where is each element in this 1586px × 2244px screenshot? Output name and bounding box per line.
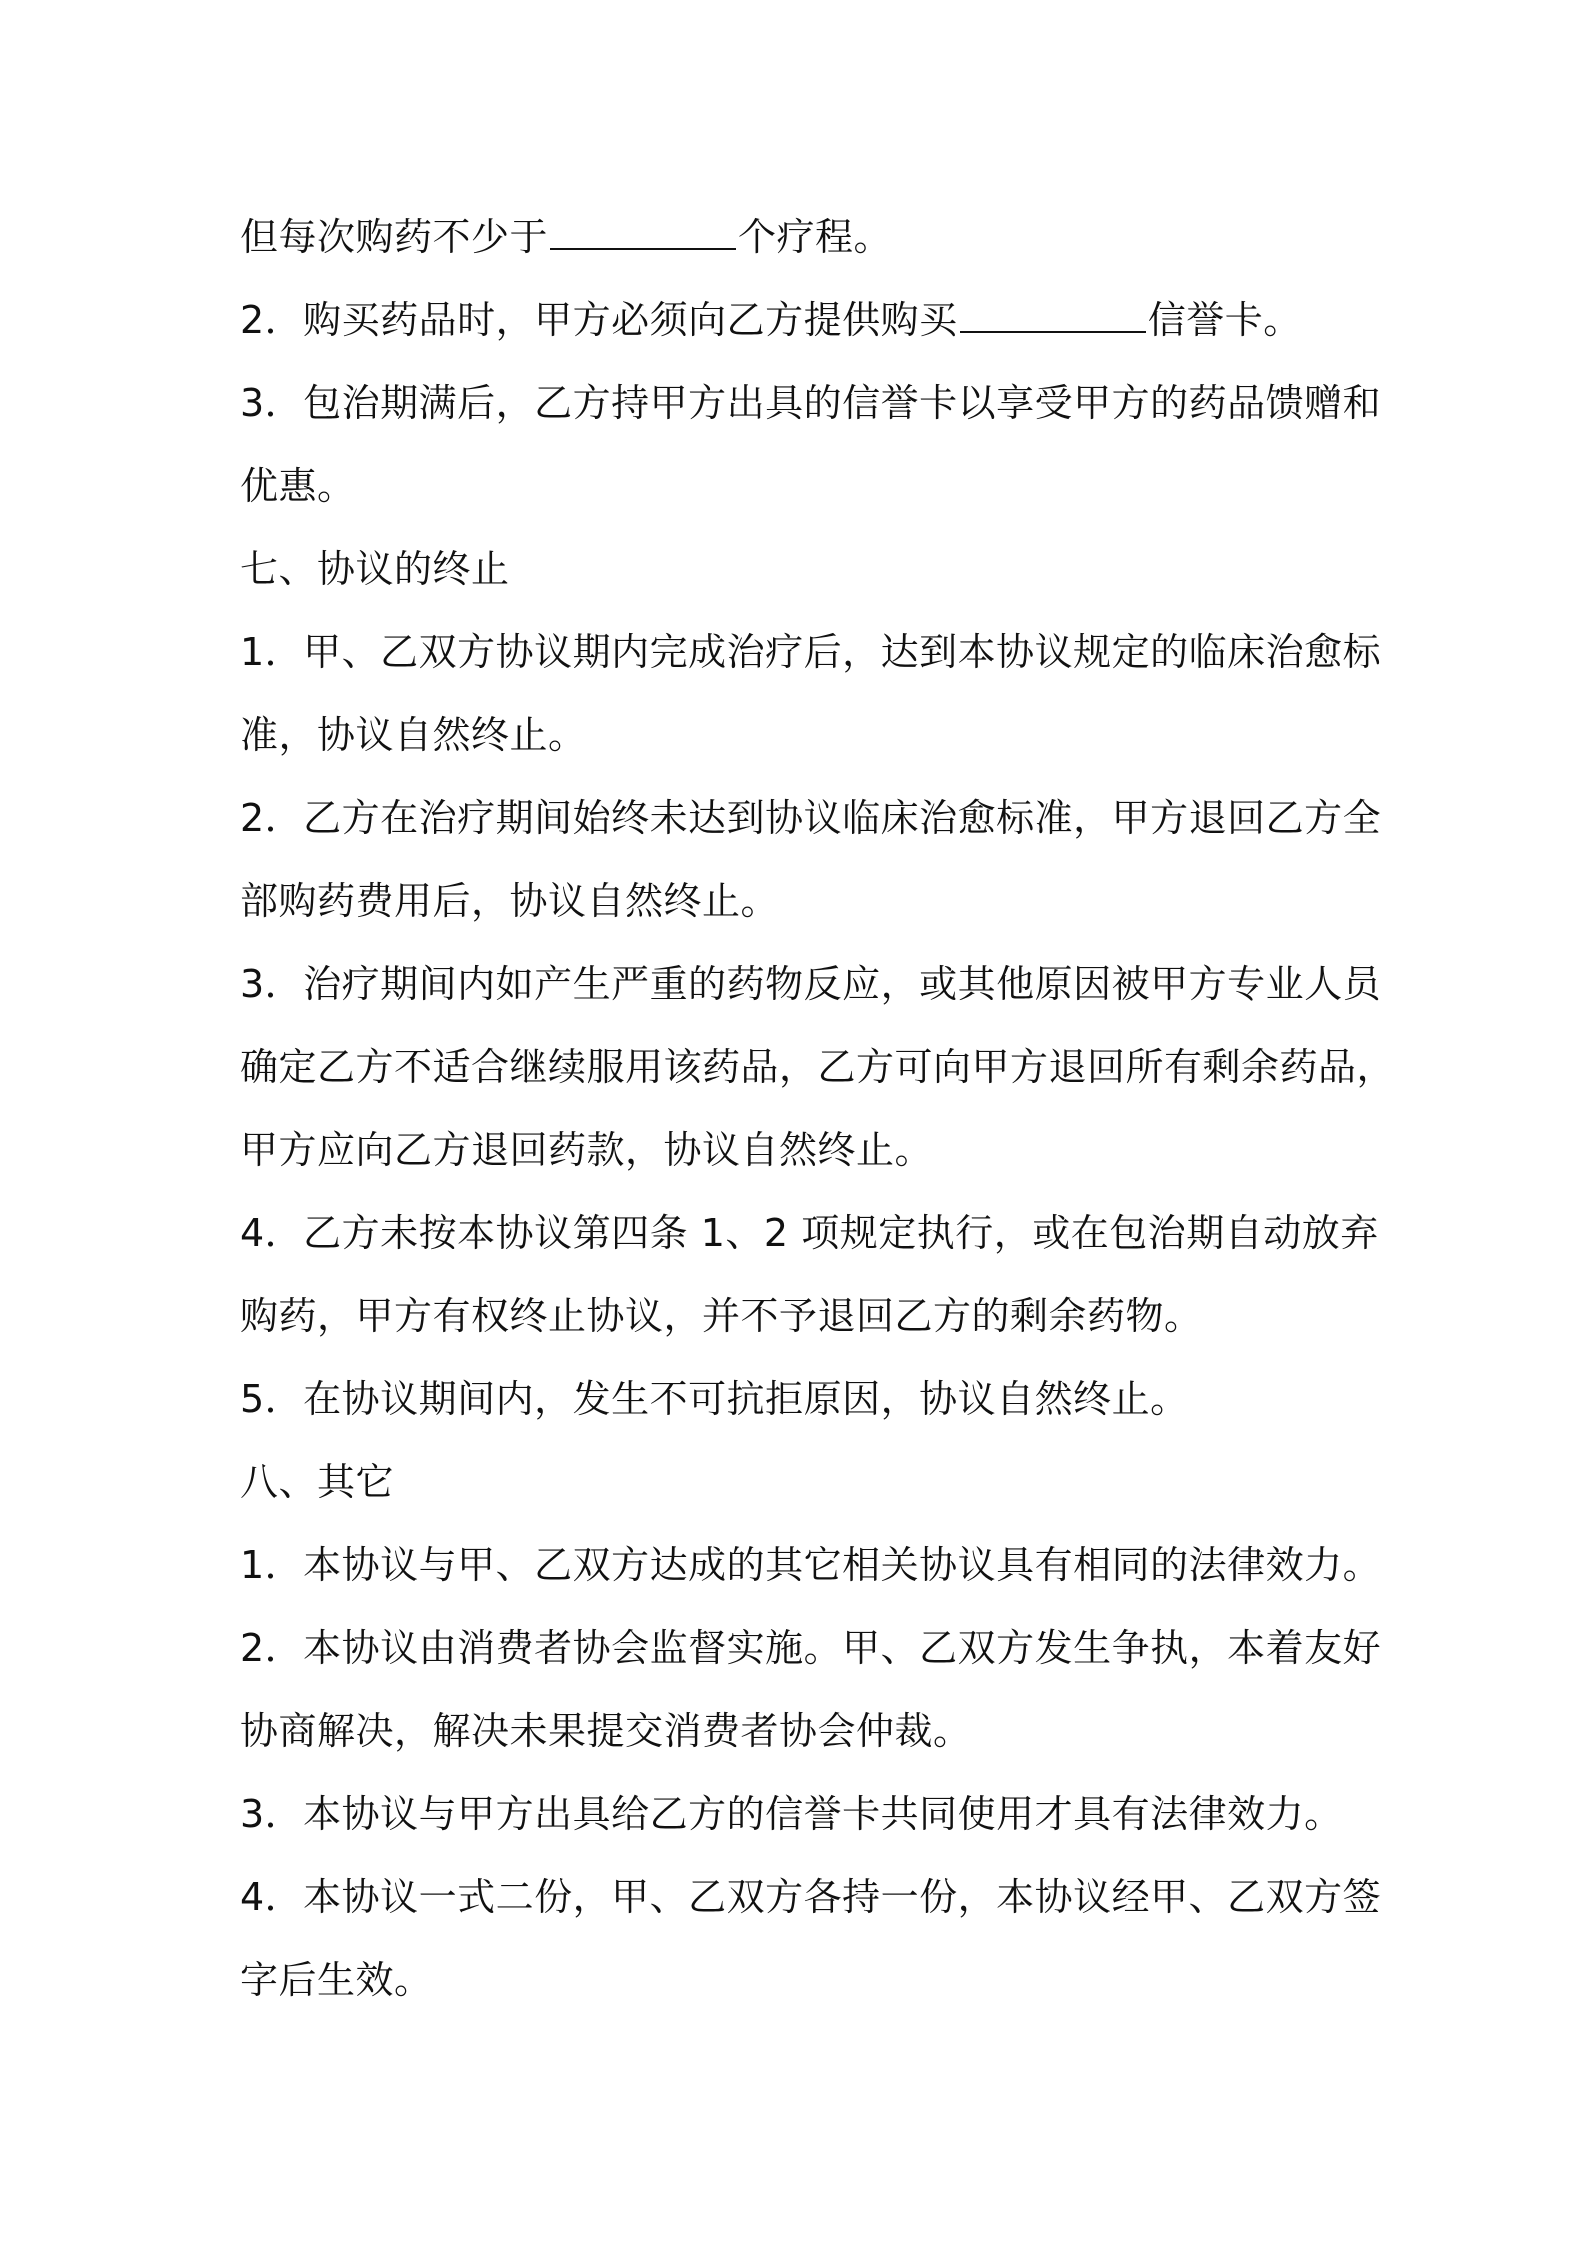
- text-line: 确定乙方不适合继续服用该药品，乙方可向甲方退回所有剩余药品，: [240, 1045, 1396, 1089]
- text-line: 2．本协议由消费者协会监督实施。甲、乙双方发生争执，本着友好: [240, 1626, 1382, 1670]
- text-line: [240, 196, 1370, 279]
- text-line: 准，协议自然终止。: [240, 713, 587, 757]
- text-line: 4．本协议一式二份，甲、乙双方各持一份，本协议经甲、乙双方签: [240, 1875, 1382, 1919]
- text-line: 协商解决，解决未果提交消费者协会仲裁。: [240, 1709, 972, 1753]
- text-segment: 但每次购药不少于: [240, 215, 549, 259]
- section-heading: 七、协议的终止: [240, 547, 510, 591]
- text-segment: 个疗程。: [738, 215, 893, 259]
- text-line: 优惠。: [240, 464, 356, 508]
- text-line: 字后生效。: [240, 1958, 433, 2002]
- text-line: 3．包治期满后，乙方持甲方出具的信誉卡以享受甲方的药品馈赠和: [240, 381, 1382, 425]
- text-line: 3．治疗期间内如产生严重的药物反应，或其他原因被甲方专业人员: [240, 962, 1382, 1006]
- text-line: 购药，甲方有权终止协议，并不予退回乙方的剩余药物。: [240, 1294, 1203, 1338]
- text-line: 3．本协议与甲方出具给乙方的信誉卡共同使用才具有法律效力。: [240, 1792, 1343, 1836]
- text-line: [240, 279, 1370, 362]
- text-line: 4．乙方未按本协议第四条 1、2 项规定执行，或在包治期自动放弃: [240, 1211, 1379, 1255]
- text-line: 5．在协议期间内，发生不可抗拒原因，协议自然终止。: [240, 1377, 1189, 1421]
- text-line: 甲方应向乙方退回药款，协议自然终止。: [240, 1128, 934, 1172]
- text-line: 1．本协议与甲、乙双方达成的其它相关协议具有相同的法律效力。: [240, 1543, 1382, 1587]
- fill-in-blank: [550, 218, 736, 250]
- text-line: 2．乙方在治疗期间始终未达到协议临床治愈标准，甲方退回乙方全: [240, 796, 1382, 840]
- text-segment: 2．购买药品时，甲方必须向乙方提供购买: [240, 298, 958, 342]
- text-line: 1．甲、乙双方协议期内完成治疗后，达到本协议规定的临床治愈标: [240, 630, 1382, 674]
- text-line: 部购药费用后，协议自然终止。: [240, 879, 780, 923]
- text-segment: 信誉卡。: [1147, 298, 1302, 342]
- fill-in-blank: [960, 301, 1146, 333]
- document-body: [240, 196, 1396, 2022]
- section-heading: 八、其它: [240, 1460, 395, 1504]
